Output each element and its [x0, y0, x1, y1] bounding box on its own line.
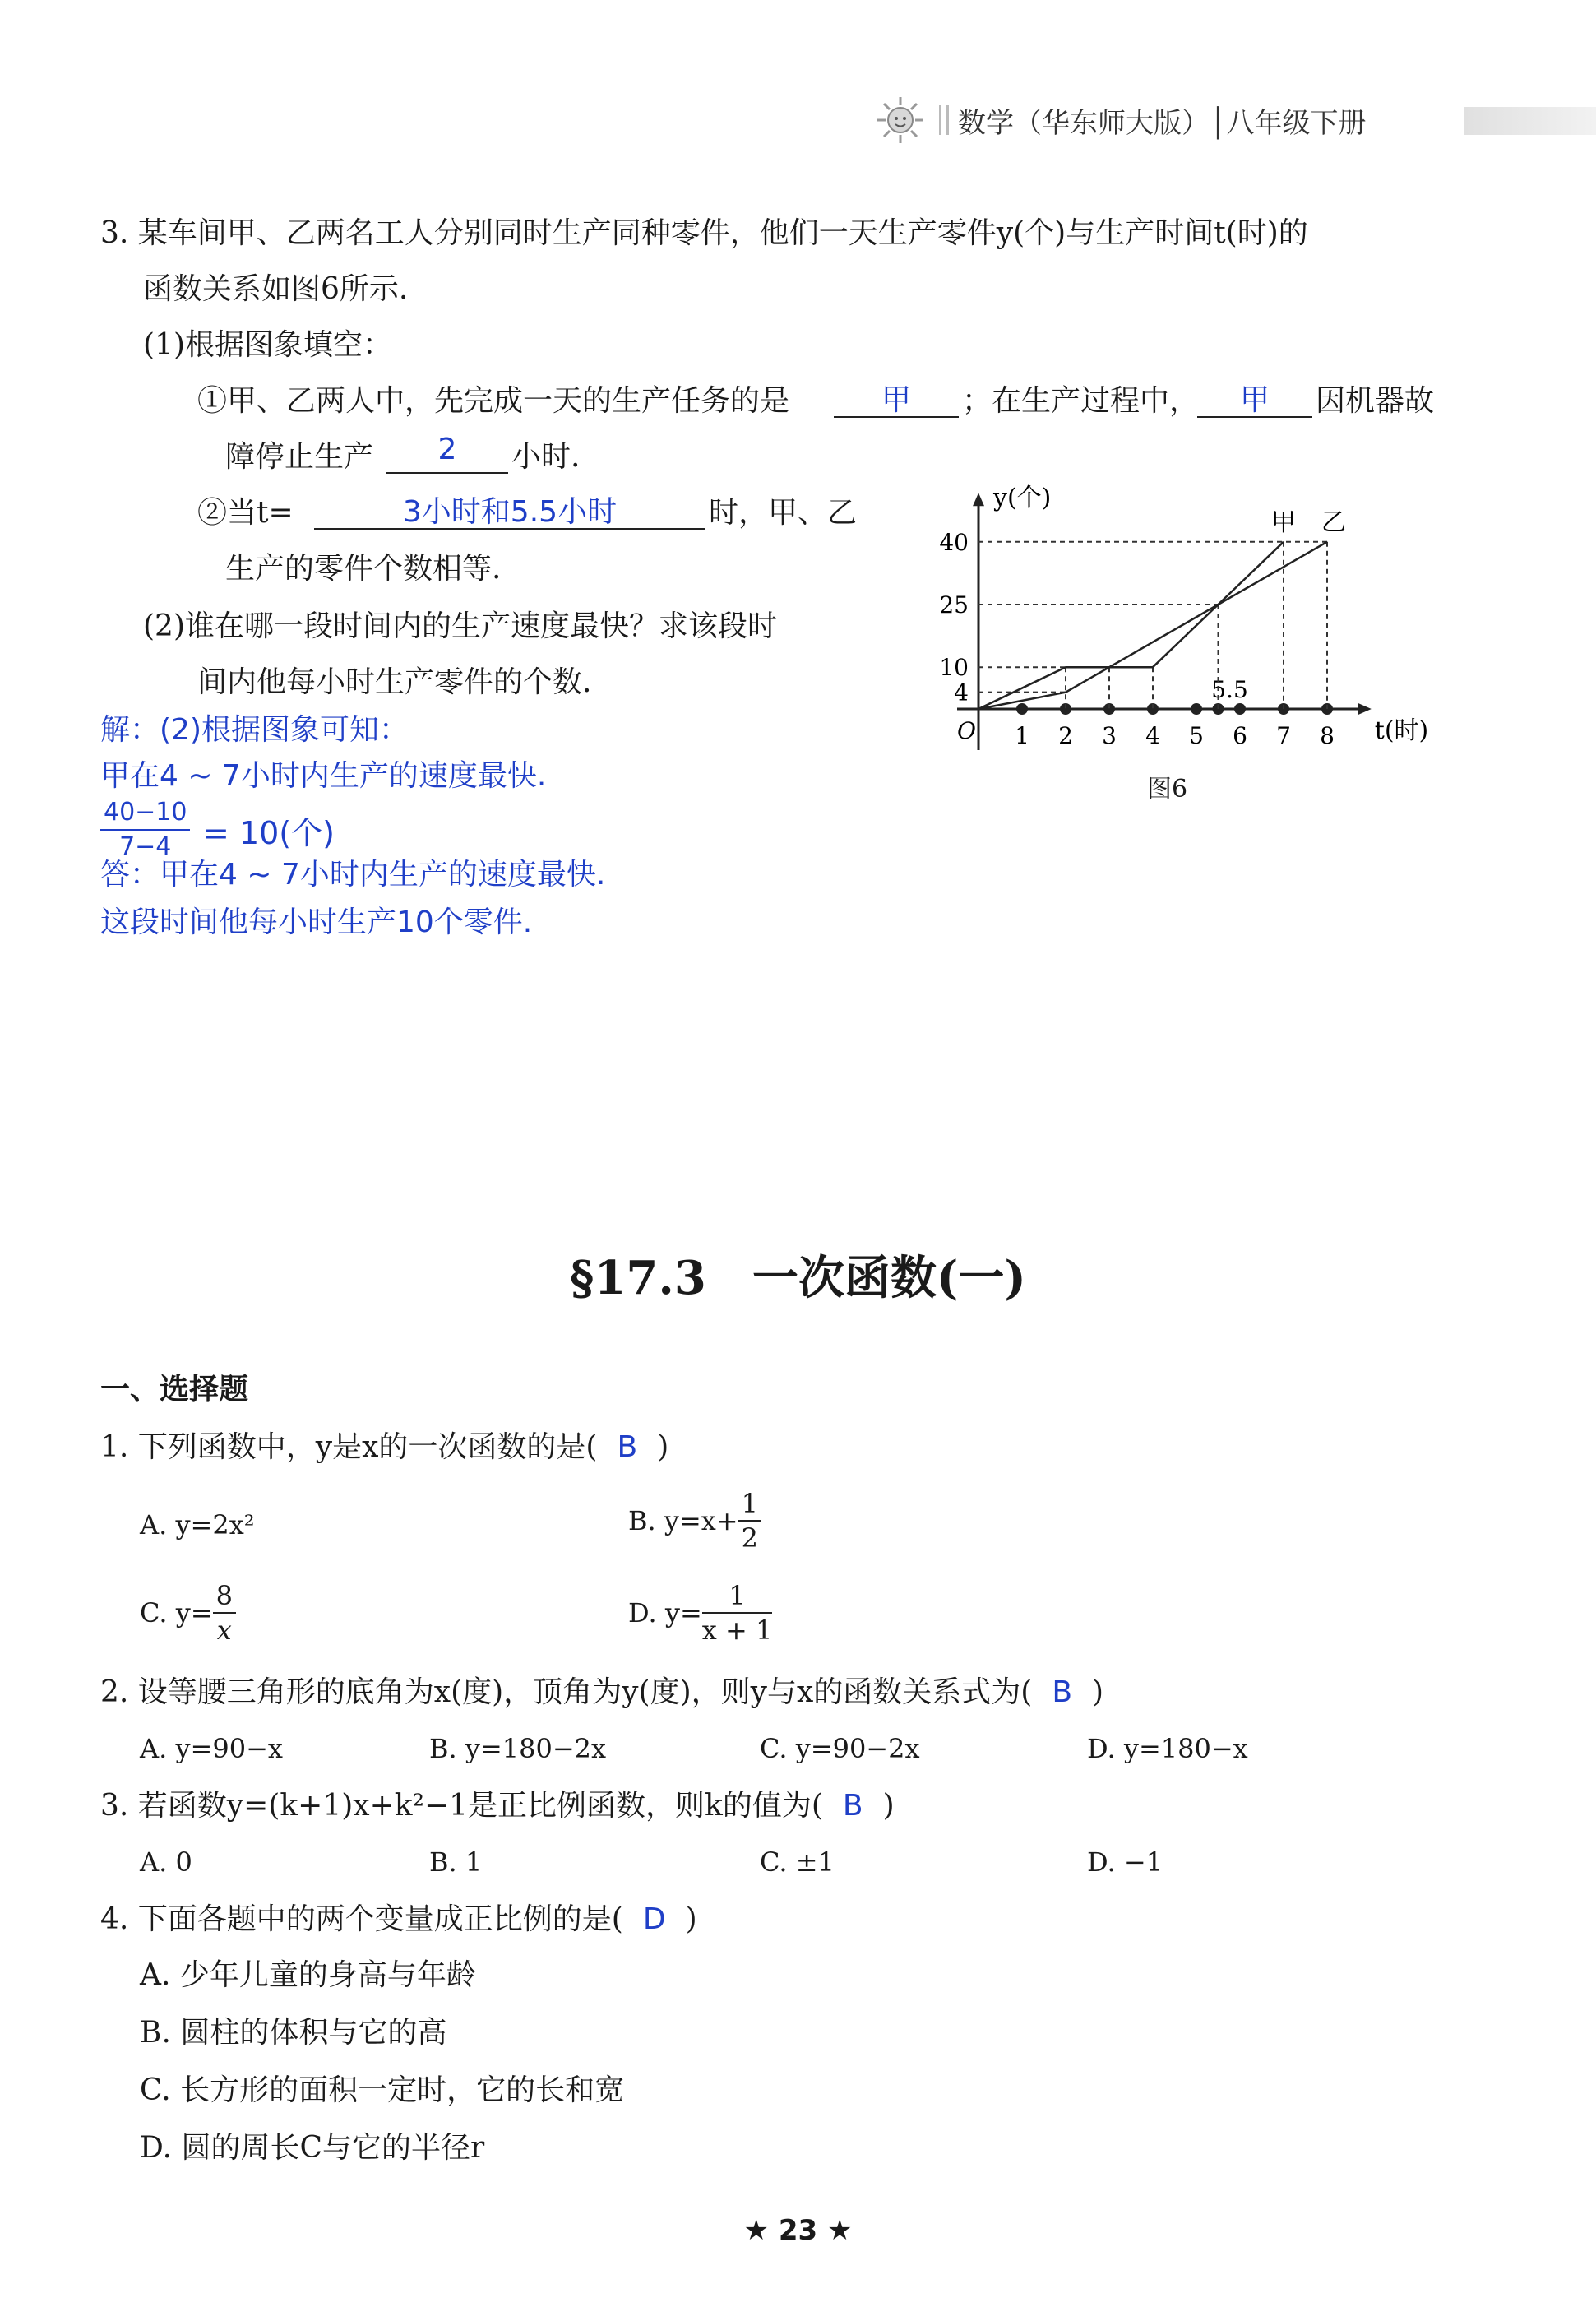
mc-heading: 一、选择题: [100, 1373, 249, 1406]
x-tick-label-6: 6: [1233, 722, 1247, 749]
mc-q2-answer: B: [1052, 1675, 1073, 1709]
mc-q1-close: ): [657, 1430, 669, 1464]
x-tick-label-7: 7: [1276, 722, 1291, 749]
mc-q3-answer: B: [842, 1789, 863, 1823]
mc-q1-option-d: [628, 1579, 772, 1647]
problem3-stem-line2: 函数关系如图6所示.: [143, 272, 409, 306]
speed-fraction-den: 7−4: [119, 832, 172, 861]
solution-line2: 甲在4 ~ 7小时内生产的速度最快.: [100, 759, 547, 793]
solution-line4: 答：甲在4 ~ 7小时内生产的速度最快.: [100, 858, 606, 892]
solution-line5: 这段时间他每小时生产10个零件.: [100, 906, 533, 939]
mc-q4-answer: D: [642, 1902, 666, 1936]
mc-q1-option-a: A. y=2x²: [140, 1509, 255, 1540]
series-label-jia: 甲: [1271, 507, 1296, 537]
mc-q4-close: ): [685, 1902, 697, 1936]
y-axis-arrow: [973, 493, 984, 506]
mc-q4-option-d: D. 圆的周长C与它的半径r: [140, 2131, 485, 2165]
q1-line2-b: 小时.: [511, 440, 581, 474]
header-bar: [1464, 107, 1596, 135]
mc-q1-stem-text: 1. 下列函数中，y是x的一次函数的是(: [100, 1430, 598, 1464]
mc-q1-option-c: [140, 1579, 236, 1647]
mc-q4-stem-text: 4. 下面各题中的两个变量成正比例的是(: [100, 1902, 623, 1936]
y-tick-label-40: 40: [939, 528, 969, 556]
mc-q1-stem: [100, 1429, 668, 1466]
figure6-caption: 图6: [1147, 775, 1188, 804]
x-tick-label-1: 1: [1015, 722, 1029, 749]
header-title: 数学（华东师大版）│八年级下册: [958, 107, 1367, 140]
page-number: ★ 23 ★: [743, 2214, 853, 2247]
mc-q1-option-b-prefix: B. y=x+: [628, 1505, 738, 1536]
y-tick-label-25: 25: [939, 591, 969, 618]
part2-line1: (2)谁在哪一段时间内的生产速度最快？求该段时: [143, 609, 777, 643]
blank-stop-hours: [386, 472, 508, 474]
solution-line1: 解：(2)根据图象可知：: [100, 713, 409, 747]
mc-q1-option-c-num: 8: [213, 1579, 236, 1614]
mc-q3-option-a: A. 0: [140, 1846, 192, 1878]
mc-q1-option-d-prefix: D. y=: [628, 1597, 702, 1628]
q1-line1-b: ；在生产过程中，: [962, 384, 1200, 418]
x-tick-label-2: 2: [1058, 722, 1073, 749]
q2-line2: 生产的零件个数相等.: [225, 552, 502, 586]
section-title: §17.3 一次函数(一): [570, 1251, 1026, 1305]
mc-q2-option-c: C. y=90−2x: [760, 1733, 920, 1764]
speed-fraction-num: 40−10: [100, 796, 190, 831]
x-tick-dot-6: [1234, 703, 1246, 715]
mc-q3-stem-text: 3. 若函数y=(k+1)x+k²−1是正比例函数，则k的值为(: [100, 1789, 823, 1823]
sun-logo-icon: [876, 95, 925, 145]
x-tick-label-8: 8: [1320, 722, 1335, 749]
mc-q4-option-a: A. 少年儿童的身高与年龄: [140, 1958, 476, 1992]
x-tick-label-3: 3: [1102, 722, 1117, 749]
answer-first-finisher: 甲: [881, 383, 911, 417]
speed-fraction: [100, 796, 190, 864]
q1-line1-c: 因机器故: [1316, 384, 1435, 418]
y-tick-label-10: 10: [939, 654, 969, 682]
q1-line1-a: ①甲、乙两人中，先完成一天的生产任务的是: [197, 384, 790, 418]
x-tick-label-5: 5: [1189, 722, 1204, 749]
mc-q3-option-c: C. ±1: [760, 1846, 835, 1878]
x-tick-label-5-5: 5.5: [1211, 676, 1248, 703]
part2-line2: 间内他每小时生产零件的个数.: [197, 665, 592, 699]
mc-q3-option-b: B. 1: [429, 1846, 483, 1878]
y-tick-label-4: 4: [954, 679, 969, 706]
q2-line1-b: 时，甲、乙: [709, 496, 858, 530]
figure6-chart: [904, 444, 1472, 806]
answer-stop-hours: 2: [437, 433, 457, 466]
mc-q4-option-c: C. 长方形的面积一定时，它的长和宽: [140, 2073, 625, 2107]
mc-q1-option-b: [628, 1487, 761, 1554]
mc-q2-close: ): [1092, 1675, 1104, 1709]
mc-q2-stem-text: 2. 设等腰三角形的底角为x(度)，顶角为y(度)，则y与x的函数关系式为(: [100, 1675, 1033, 1709]
mc-q2-option-a: A. y=90−x: [140, 1733, 283, 1764]
q2-line1-a: ②当t=: [197, 496, 294, 530]
header: [855, 92, 1596, 151]
mc-q2-option-d: D. y=180−x: [1087, 1733, 1248, 1764]
mc-q1-option-d-num: 1: [702, 1579, 773, 1614]
mc-q1-option-c-prefix: C. y=: [140, 1597, 213, 1628]
solution-fraction-line: [100, 796, 335, 864]
mc-q1-option-b-num: 1: [738, 1487, 761, 1522]
mc-q2-option-b: B. y=180−2x: [429, 1733, 607, 1764]
answer-equal-times: 3小时和5.5小时: [402, 495, 618, 529]
q1-line2-a: 障停止生产: [225, 440, 374, 474]
y-axis-label: y(个): [993, 484, 1052, 513]
mc-q1-option-c-den: x: [216, 1615, 232, 1646]
x-axis-arrow: [1358, 703, 1372, 715]
problem3-stem-line1: 3. 某车间甲、乙两名工人分别同时生产同种零件，他们一天生产零件y(个)与生产时间t(时)的: [100, 216, 1308, 250]
mc-q3-stem: [100, 1788, 895, 1824]
part1-title: (1)根据图象填空：: [143, 328, 392, 362]
mc-q1-option-b-den: 2: [741, 1522, 758, 1554]
mc-q2-stem: [100, 1675, 1103, 1711]
x-axis-label: t(时): [1374, 716, 1429, 745]
mc-q1-answer: B: [617, 1430, 638, 1464]
mc-q1-option-d-den: x + 1: [701, 1615, 773, 1646]
series-label-yi: 乙: [1321, 507, 1346, 537]
x-tick-dot-5: [1191, 703, 1202, 715]
answer-stopped-worker: 甲: [1239, 383, 1270, 417]
x-tick-dot-1: [1016, 703, 1028, 715]
mc-q3-close: ): [882, 1789, 895, 1823]
speed-fraction-result: = 10(个): [203, 814, 335, 851]
mc-q4-option-b: B. 圆柱的体积与它的高: [140, 2016, 447, 2050]
mc-q3-option-d: D. −1: [1087, 1846, 1163, 1878]
origin-label: O: [957, 717, 976, 744]
mc-q4-stem: [100, 1902, 697, 1938]
x-tick-label-4: 4: [1145, 722, 1160, 749]
